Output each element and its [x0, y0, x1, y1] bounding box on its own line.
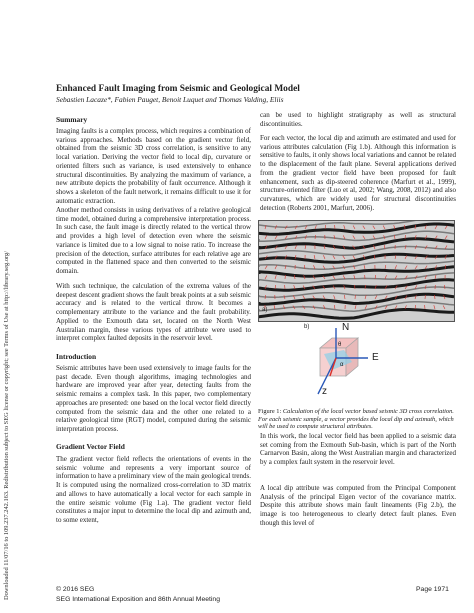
- seismic-section-image: [258, 220, 455, 322]
- right-paragraph-1: can be used to highlight stratigraphy as well as structural discontinuities.: [260, 111, 456, 128]
- east-axis-label: E: [372, 352, 379, 363]
- right-paragraph-3: In this work, the local vector field has been applied to a seismic data set coming from the Exmouth Sub-basin, which is part of the North Carnarvon Basin, along the West Australian margin and characterized by a complex fault system in the reservoir level.: [260, 432, 456, 467]
- footer-page-number: Page 1971: [416, 586, 449, 593]
- download-notice-text: Downloaded 11/07/16 to 109.237.242.163. Redistribution subject to SEG license or copyright; see Terms of Use at http://library.seg.org/: [3, 250, 10, 600]
- figure-caption-text: Calculation of the local vector based seismic 3D cross correlation. For each seismic sample, a vector provides the local dip and azimuth, which will be used to compute structural attributes.: [258, 408, 454, 431]
- right-paragraph-4: A local dip attribute was computed from the Principal Component Analysis of the principal Eigen vector of the covariance matrix. Despite this attribute shows main fault lineaments (Fig 2.b), the image is too heterogeneous to clearly detect fault planes. Even though this level of: [260, 484, 456, 527]
- figure-panel-b-label: b): [304, 324, 310, 330]
- summary-heading: Summary: [56, 115, 88, 124]
- seismic-section-svg: [259, 221, 454, 321]
- summary-paragraph-3: With such technique, the calculation of the extrema values of the deepest descent gradient shows the fault break points at a sub seismic accuracy and is related to the vertical throw. It becomes a complementary attribute to the variance and the fault probability. Applied to the Exmouth data set, located on the North West Australian margin, these various types of attribute were used to interpret complex faulted deposits in the reservoir level.: [56, 282, 251, 343]
- gradient-vector-field-heading: Gradient Vector Field: [56, 442, 125, 451]
- theta-angle-label: θ: [338, 342, 342, 348]
- vector-cube-diagram: [306, 324, 386, 400]
- paper-title: Enhanced Fault Imaging from Seismic and Geological Model: [56, 84, 300, 94]
- introduction-paragraph: Seismic attributes have been used extensively to image faults for the past decade. Even though algorithms, imaging technologies and hardware are improved year after year, detecting faults from the seismic remains a complex task. In this paper, two complementary approaches are presented: one based on the local vector field directly computed from the seismic data and the other one related to a relative geological time (RGT) model, computed during the seismic interpretation process.: [56, 364, 251, 433]
- z-axis-label: z: [322, 386, 327, 397]
- alpha-angle-label: α: [340, 362, 344, 368]
- north-axis-label: N: [342, 322, 350, 333]
- introduction-heading: Introduction: [56, 352, 97, 361]
- gradient-vector-field-paragraph: The gradient vector field reflects the orientations of events in the seismic volume and represents a very important source of information to have a preliminary view of the main geological trends. It is computed using the normalized cross-correlation to 3D matrix and allows to have automatically a local vector for each sample in the entire seismic volume (Fig 1.a). The gradient vector field constitutes a major input to determine the local dip and azimuth and, to some extent,: [56, 455, 251, 524]
- download-side-note: [2, 12, 12, 602]
- summary-paragraph-1: Imaging faults is a complex process, which requires a combination of various approaches. Methods based on the gradient vector field, obtained from the seismic 3D cross correlation, is sensitive to any local variation. Deriving the vector field to local dip, curvature or oriented filters such as variance, is used extensively to enhance structural discontinuities. By analyzing the maximum of variance, a new attribute depicts the probability of fault occurrence. Although it shows a skeleton of the fault network, it remains difficult to use it for automatic extraction.: [56, 127, 251, 205]
- footer-copyright: © 2016 SEG: [56, 586, 95, 593]
- footer-meeting: SEG International Exposition and 86th Annual Meeting: [56, 596, 220, 603]
- summary-paragraph-2: Another method consists in using derivatives of a relative geological time model, obtained during a comprehensive interpretation process. In such case, the fault image is directly related to the vertical throw and provides a high level of detection even where the seismic variance is limited due to a low signal to noise ratio. To increase the precision of the detection, surface attributes for each relative age are computed in the flattened space and then converted to the seismic domain.: [56, 206, 251, 275]
- figure-1-caption: [258, 408, 456, 431]
- right-paragraph-2: For each vector, the local dip and azimuth are estimated and used for various attributes calculation (Fig 1.b). Although this information is sensitive to faults, it only shows local variations and cannot be related to the displacement of the fault plane. Several applications derived from the gradient vector field have been proposed for fault enhancement, such as dip-steered coherence (Marfurt et al., 1999), structure-oriented filter (Luo et al, 2002; Wang, 2008, 2012) and also curvatures, which are widely used for structural discontinuities detection (Roberts 2001, Marfurt, 2006).: [260, 134, 456, 212]
- paper-authors: Sebastien Lacaze*, Fabien Pauget, Benoit Luquet and Thomas Valding, Eliis: [56, 95, 284, 104]
- figure-panel-a-label: a): [262, 307, 268, 313]
- figure-caption-label: Figure 1:: [258, 408, 282, 415]
